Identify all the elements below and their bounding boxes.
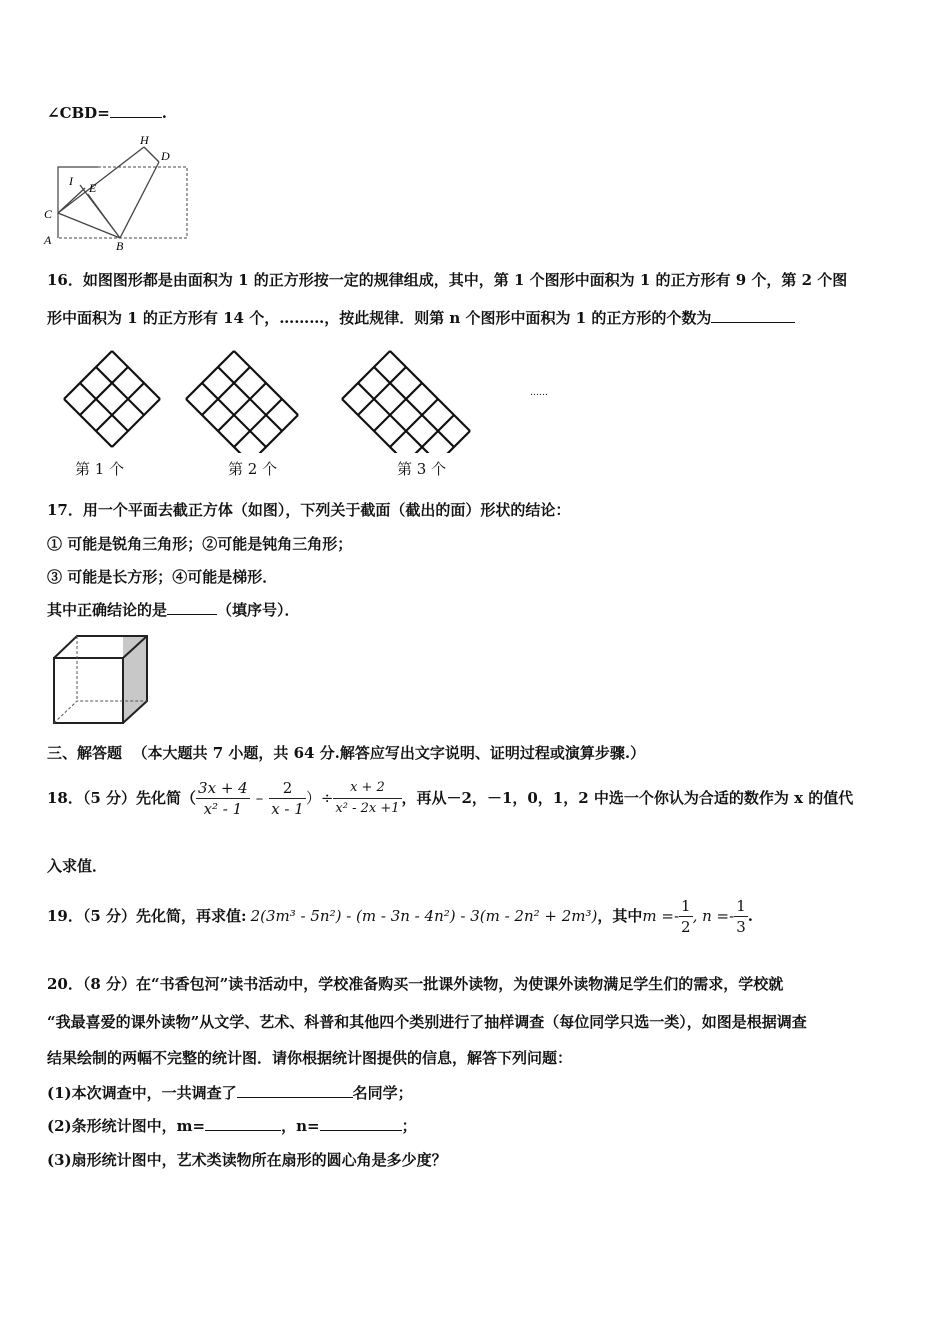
q19-n-eq: , n =-: [692, 907, 735, 925]
q16-label-3: 第 3 个: [397, 460, 447, 478]
q17-cube-shaded-face: [123, 636, 147, 723]
section3-title: 三、解答题: [47, 744, 123, 762]
q16-figure-3-line: [422, 431, 470, 453]
q19-prefix: 19．（5 分）先化简，再求值:: [47, 907, 247, 925]
q15-label-D: D: [161, 149, 170, 163]
q15-line-CI: [58, 188, 85, 213]
q17-cube-figure: [50, 630, 154, 728]
q16-label-1: 第 1 个: [75, 460, 125, 478]
q18-fraction-1: [196, 778, 250, 819]
q15-answer-blank[interactable]: [110, 103, 162, 118]
q20-n-blank[interactable]: [320, 1116, 402, 1131]
q15-label-C: C: [44, 207, 53, 221]
q18-fraction-2: [269, 778, 306, 819]
q20-part2-text: (2)条形统计图中，m=: [47, 1117, 206, 1135]
q16-figure-3: [338, 345, 502, 453]
q20-line1: 20．（8 分）在“书香包河”读书活动中，学校准备购买一批课外读物，为使课外读物满足学生们的需求，学校就: [47, 975, 784, 993]
q16-answer-blank[interactable]: [711, 308, 795, 323]
q15-angle-text: ∠CBD=: [47, 104, 110, 122]
q15-label-I: I: [69, 174, 73, 188]
q20-part1: [47, 1083, 413, 1103]
q18-minus: –: [255, 789, 264, 807]
q19-expression: 2(3m³ - 5n²) - (m - 3n - 4n²) - 3(m - 2n² + 2m³): [250, 907, 598, 925]
q18-fraction-2-den: x - 1: [271, 799, 304, 818]
q16-figure-3-line: [374, 367, 454, 447]
q15-answer-line: [47, 103, 167, 123]
q15-label-H: H: [140, 133, 149, 147]
q20-part1-blank[interactable]: [237, 1083, 353, 1098]
q17-line4-suffix: （填序号）．: [217, 601, 300, 619]
q15-label-B: B: [116, 239, 124, 252]
q20-part1-text: (1)本次调查中，一共调查了: [47, 1084, 237, 1102]
q16-label-2: 第 2 个: [228, 460, 278, 478]
q18-fraction-1-den: x² - 1: [203, 799, 243, 818]
q20-line2: “我最喜爱的课外读物”从文学、艺术、科普和其他四个类别进行了抽样调查（每位同学只选一类），如图是根据调查: [47, 1013, 807, 1031]
q16-figure-3-line: [406, 415, 454, 453]
q15-line-DB: [120, 162, 159, 238]
q19-m-eq: m =-: [642, 907, 680, 925]
q15-dashed-rect: [58, 167, 187, 238]
q16-ellipsis: ……: [530, 388, 548, 398]
q19-mid: ，其中: [597, 907, 643, 925]
q17-line4-text: 其中正确结论的是: [47, 601, 168, 619]
q18-fraction-2-num: 2: [269, 778, 306, 799]
q17-line2: ① 可能是锐角三角形；②可能是钝角三角形；: [47, 535, 353, 553]
q20-part3: (3)扇形统计图中，艺术类读物所在扇形的圆心角是多少度？: [47, 1151, 447, 1169]
q19-n-fraction: [734, 896, 748, 937]
q17-line4: [47, 600, 300, 620]
q17-line1: 17．用一个平面去截正方体（如图），下列关于截面（截出的面）形状的结论：: [47, 501, 571, 519]
q16-line1: 16．如图图形都是由面积为 1 的正方形按一定的规律组成，其中，第 1 个图形中面积为 1 的正方形有 9 个，第 2 个图: [47, 271, 848, 289]
q20-m-blank[interactable]: [205, 1116, 281, 1131]
q19-n-den: 3: [736, 917, 746, 936]
q15-line-HD: [144, 147, 159, 162]
q18-line1: [47, 768, 853, 828]
q18-suffix: ，再从－2，－1，0，1，2 中选一个你认为合适的数作为 x 的值代: [401, 789, 854, 807]
q15-label-A: A: [44, 233, 52, 247]
q20-part1-suffix: 名同学；: [352, 1084, 413, 1102]
q16-figure-3-line: [390, 351, 470, 431]
q15-label-E: E: [89, 181, 97, 195]
q18-fraction-1-num: 3x + 4: [198, 778, 248, 797]
q20-part2-n-label: ，n=: [281, 1117, 320, 1135]
q15-figure: [40, 130, 195, 252]
q19-line: [47, 888, 753, 944]
q19-m-fraction: [679, 896, 693, 937]
q16-line2-text: 形中面积为 1 的正方形有 14 个，………，按此规律．则第 n 个图形中面积为 1 的正方形的个数为: [47, 309, 712, 327]
q19-m-num: 1: [681, 896, 691, 915]
q18-fraction-3-den: x² - 2x +1: [335, 800, 400, 816]
q16-figure-2: [182, 345, 318, 453]
section3-heading: [47, 743, 645, 763]
q17-line3: ③ 可能是长方形；④可能是梯形．: [47, 568, 278, 586]
q20-part2: [47, 1116, 417, 1136]
q20-part2-end: ；: [401, 1117, 417, 1135]
q16-figure-1: [60, 345, 168, 453]
q18-fraction-3-num: x + 2: [333, 778, 401, 799]
q18-fraction-3: [333, 778, 401, 819]
q18-prefix: 18．（5 分）先化简（: [47, 789, 197, 807]
q18-line2: 入求值．: [47, 857, 108, 875]
q19-n-num: 1: [736, 896, 746, 915]
q16-line2: [47, 308, 795, 328]
q18-close-div: ）÷: [305, 789, 334, 807]
q19-end: .: [747, 907, 753, 925]
q15-period: .: [161, 104, 167, 122]
q20-line3: 结果绘制的两幅不完整的统计图．请你根据统计图提供的信息，解答下列问题：: [47, 1049, 573, 1067]
q17-cube-front: [54, 658, 123, 723]
section3-note: （本大题共 7 小题，共 64 分.解答应写出文字说明、证明过程或演算步骤.）: [132, 744, 646, 762]
q19-m-den: 2: [681, 917, 691, 936]
q17-answer-blank[interactable]: [167, 600, 217, 615]
q16-figure-2-line: [250, 415, 298, 453]
